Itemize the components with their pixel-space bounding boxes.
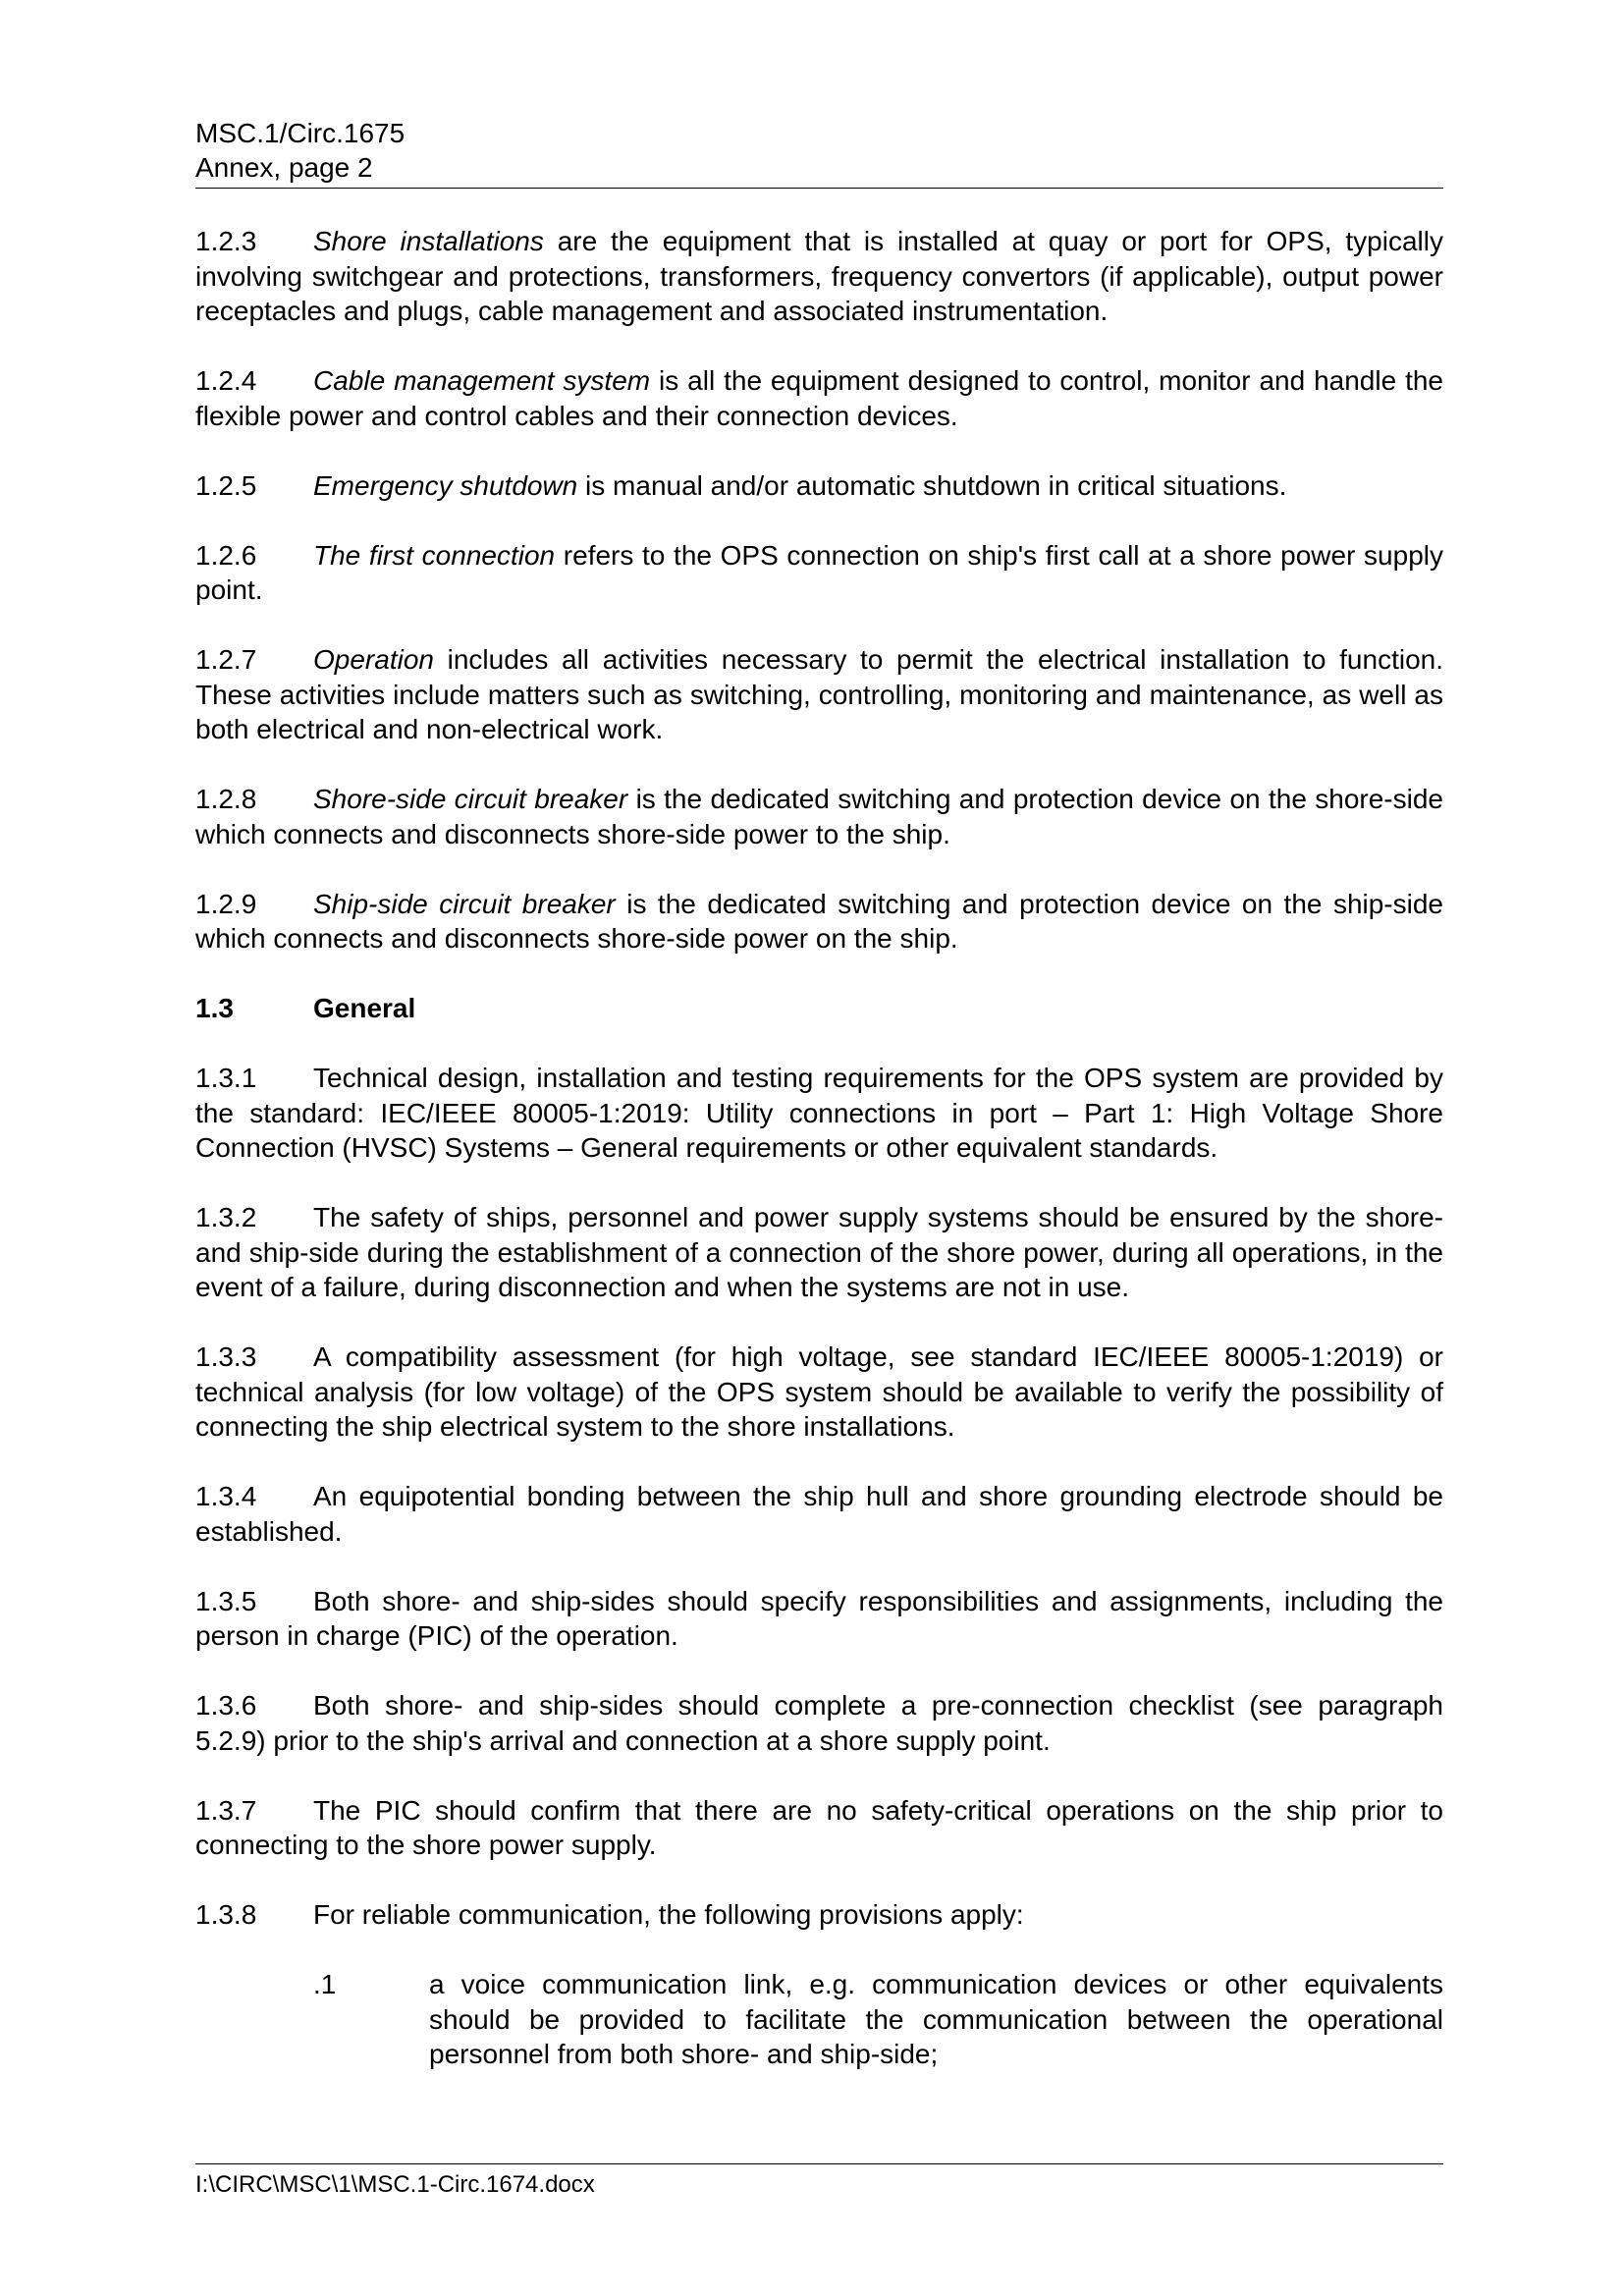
paragraph-text: is all the equipment designed to control, monitor and handle the flexible power and control cables and their connection devices. [195,365,1444,431]
paragraph-text: is the dedicated switching and protection device on the ship-side which connects and disconnects shore-side power on the ship. [195,888,1444,954]
paragraph-text: Both shore- and ship-sides should specify responsibilities and assignments, including the person in charge (PIC) of the operation. [195,1585,1443,1651]
paragraph-number: 1.2.4 [195,365,257,396]
paragraph-number: 1.3.4 [195,1481,257,1511]
paragraph-number: 1.2.6 [195,539,257,571]
paragraph-number: 1.3.6 [195,1690,257,1721]
paragraph-text: For reliable communication, the following provisions apply: [313,1899,1024,1930]
section-number: 1.3 [195,993,234,1023]
paragraph-text: An equipotential bonding between the ship hull and shore grounding electrode should be established. [195,1481,1443,1547]
paragraph-text: Technical design, installation and testing requirements for the OPS system are provided by the standard: IEC/IEEE 80005-1:2019: Utility connections in port – Part 1: High Voltage Shore Connection (HVSC) Systems – General requirements or other equivalent standards. [195,1063,1443,1163]
paragraph-1-3-1 [195,1061,1443,1166]
paragraph-1-3-2 [195,1200,1443,1305]
paragraph-text: is the dedicated switching and protection device on the shore-side which connects and disconnects shore-side power to the ship. [195,784,1443,849]
subparagraph-text: a voice communication link, e.g. communication devices or other equivalents should be provided to facilitate the communication between the operational personnel from both shore- and ship-side; [429,1969,1443,2069]
file-path: I:\CIRC\MSC\1\MSC.1-Circ.1674.docx [195,2171,595,2198]
document-body [195,224,1443,2072]
page-header [195,116,1443,185]
paragraph-number: 1.2.5 [195,469,257,501]
footer-divider [195,2163,1443,2164]
defined-term: The first connection [313,539,556,571]
paragraph-number: 1.3.1 [195,1063,257,1093]
subparagraph-1 [195,1967,1443,2072]
paragraph-1-2-8 [195,782,1443,851]
paragraph-number: 1.2.9 [195,888,257,919]
paragraph-number: 1.3.8 [195,1899,257,1930]
paragraph-1-3-8 [195,1897,1443,1933]
paragraph-1-2-3 [195,224,1443,329]
paragraph-number: 1.3.7 [195,1794,257,1826]
paragraph-text: refers to the OPS connection on ship's first call at a shore power supply point. [195,539,1443,605]
paragraph-text: are the equipment that is installed at quay or port for OPS, typically involving switchgear and protections, transformers, frequency convertors (if applicable), output power receptacles and plugs, cable management and associated instrumentation. [195,226,1443,326]
defined-term: Ship-side circuit breaker [313,888,616,919]
paragraph-1-3-4 [195,1479,1443,1549]
paragraph-text: is manual and/or automatic shutdown in critical situations. [577,469,1287,501]
subparagraph-number: .1 [313,1969,337,1999]
header-divider [195,188,1443,189]
paragraph-number: 1.3.2 [195,1202,257,1232]
paragraph-1-3-7 [195,1793,1443,1863]
paragraph-number: 1.3.3 [195,1341,257,1372]
defined-term: Shore-side circuit breaker [313,784,628,814]
paragraph-text: A compatibility assessment (for high voltage, see standard IEC/IEEE 80005-1:2019) or technical analysis (for low voltage) of the OPS system should be available to verify the possibility of connecting the ship electrical system to the shore installations. [195,1341,1443,1442]
defined-term: Shore installations [313,226,544,256]
paragraph-number: 1.2.7 [195,644,257,675]
paragraph-number: 1.2.3 [195,226,257,256]
paragraph-number: 1.2.8 [195,784,257,814]
paragraph-1-2-4 [195,363,1443,433]
defined-term: Emergency shutdown [313,469,578,501]
section-title: General [313,993,416,1023]
paragraph-number: 1.3.5 [195,1585,257,1616]
paragraph-1-2-5 [195,468,1443,504]
paragraph-1-3-5 [195,1584,1443,1654]
paragraph-text: The safety of ships, personnel and power supply systems should be ensured by the shore- and ship-side during the establishment of a connection of the shore power, during all operations, in the event of a failure, during disconnection and when the systems are not in use. [195,1202,1443,1302]
paragraph-1-3-6 [195,1688,1443,1758]
paragraph-1-2-6 [195,538,1443,608]
defined-term: Operation [313,644,434,675]
defined-term: Cable management system [313,365,651,396]
paragraph-text: The PIC should confirm that there are no safety-critical operations on the ship prior to connecting to the shore power supply. [195,1794,1443,1860]
paragraph-text: Both shore- and ship-sides should complete a pre-connection checklist (see paragraph 5.2.9) prior to the ship's arrival and connection at a shore supply point. [195,1690,1443,1756]
paragraph-1-2-9 [195,887,1443,957]
paragraph-1-3-3 [195,1339,1443,1445]
paragraph-text: includes all activities necessary to permit the electrical installation to function. These activities include matters such as switching, controlling, monitoring and maintenance, as well as both electrical and non-electrical work. [195,644,1443,744]
paragraph-1-2-7 [195,642,1443,747]
document-symbol: MSC.1/Circ.1675 [195,118,406,148]
section-heading-1-3 [195,991,1443,1026]
page-reference: Annex, page 2 [195,152,373,183]
